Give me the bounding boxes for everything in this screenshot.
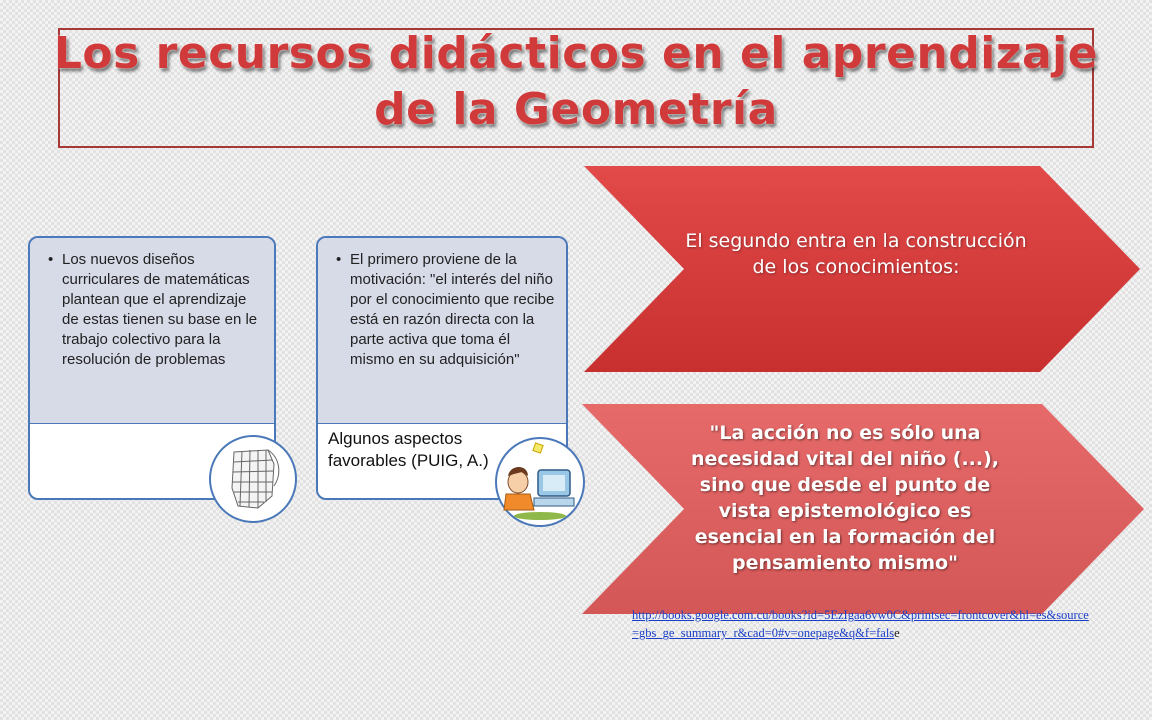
chevron1-text: El segundo entra en la construcción de los conocimientos:	[685, 230, 1027, 278]
card2-bullet-text: • El primero proviene de la motivación: "el interés del niño por el conocimiento que recibe está en razón directa con la parte activa que toma él mismo en su adquisición"	[344, 250, 558, 370]
page-title: Los recursos didácticos en el aprendizaje de la Geometría	[53, 28, 1099, 135]
chevron2-text: "La acción no es sólo una necesidad vital del niño (...), sino que desde el punto de vista epistemológico es esencial en la formación del pensamiento mismo"	[690, 422, 1000, 574]
child-at-computer-icon	[494, 436, 586, 528]
bullet-list	[46, 250, 266, 370]
google-books-link[interactable]: http://books.google.com.cu/books?id=5EzIgaa6vw0C&printsec=frontcover&hl=es&source=gbs_ge_summary_r&cad=0#v=onepage&q&f=fals	[632, 608, 1089, 640]
card2-caption: Algunos aspectos favorables (PUIG, A.)	[328, 429, 489, 470]
source-link	[632, 606, 1092, 642]
bullet-list	[334, 250, 558, 370]
card1-bullet-text: • Los nuevos diseños curriculares de matemáticas plantean que el aprendizaje de estas tienen su base en le trabajo colectivo para la resolución de problemas	[56, 250, 266, 370]
grid-sketch-icon	[208, 434, 298, 524]
card-body	[318, 238, 566, 424]
link-suffix: e	[894, 626, 900, 640]
card-body	[30, 238, 274, 424]
